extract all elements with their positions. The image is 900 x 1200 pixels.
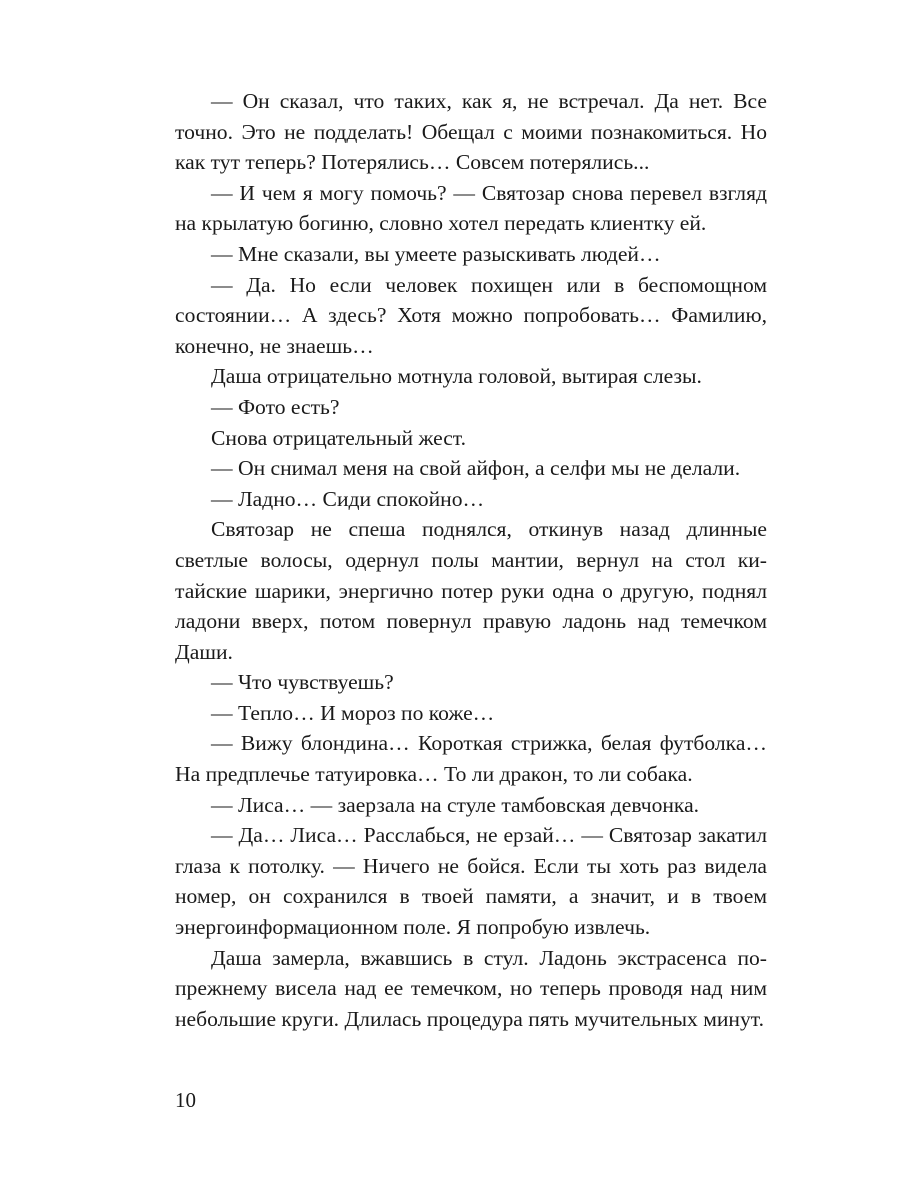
paragraph-11: — Что чувствуешь? (211, 670, 394, 695)
paragraph-1: — Он сказал, что таких, как я, не встречал. Да нет. Все точно. Это не подделать! Обещал с моими познакомиться. Но как тут теперь? Потерялись… Совсем потерялись... (175, 89, 767, 175)
paragraph-4: — Да. Но если человек похищен или в беспомощном состоянии… А здесь? Хотя можно попробовать… Фамилию, конечно, не знаешь… (175, 272, 767, 358)
paragraph-16: Даша замерла, вжавшись в стул. Ладонь экстрасенса попрежнему висела над ее темечком, но теперь проводя над ним небольшие круги. Длилась процедура пять мучительных минут. (175, 945, 767, 1031)
paragraph-15: — Да… Лиса… Расслабься, не ерзай… — Святозар закатил глаза к потолку. — Ничего не бойся. Если ты хоть раз видела номер, он сохранился в твоей памяти, а значит, и в твоем энергоинформационном поле. Я попробую извлечь. (175, 823, 767, 940)
paragraph-10: Святозар не спеша поднялся, откинув назад длинные светлые волосы, одернул полы мантии, вернул на стол китайские шарики, энергично потер руки одна о другую, поднял ладони вверх, потом повернул правую ладонь над темечком Даши. (175, 517, 767, 664)
paragraph-7: Снова отрицательный жест. (211, 425, 467, 450)
paragraph-3: — Мне сказали, вы умеете разыскивать людей… (211, 241, 661, 266)
paragraph-8: — Он снимал меня на свой айфон, а селфи мы не делали. (211, 456, 741, 481)
paragraph-9: — Ладно… Сиди спокойно… (211, 486, 485, 511)
paragraph-14: — Лиса… — заерзала на стуле тамбовская девчонка. (211, 792, 700, 817)
paragraph-5: Даша отрицательно мотнула головой, вытирая слезы. (211, 364, 702, 389)
paragraph-6: — Фото есть? (211, 394, 340, 419)
paragraph-13: — Вижу блондина… Короткая стрижка, белая футболка… На предплечье татуировка… То ли дракон, то ли собака. (175, 731, 767, 787)
body-text (175, 86, 767, 1034)
page-number: 10 (175, 1088, 196, 1112)
paragraph-2: — И чем я могу помочь? — Святозар снова перевел взгляд на крылатую богиню, словно хотел передать клиентку ей. (175, 180, 767, 236)
paragraph-12: — Тепло… И мороз по коже… (211, 700, 495, 725)
